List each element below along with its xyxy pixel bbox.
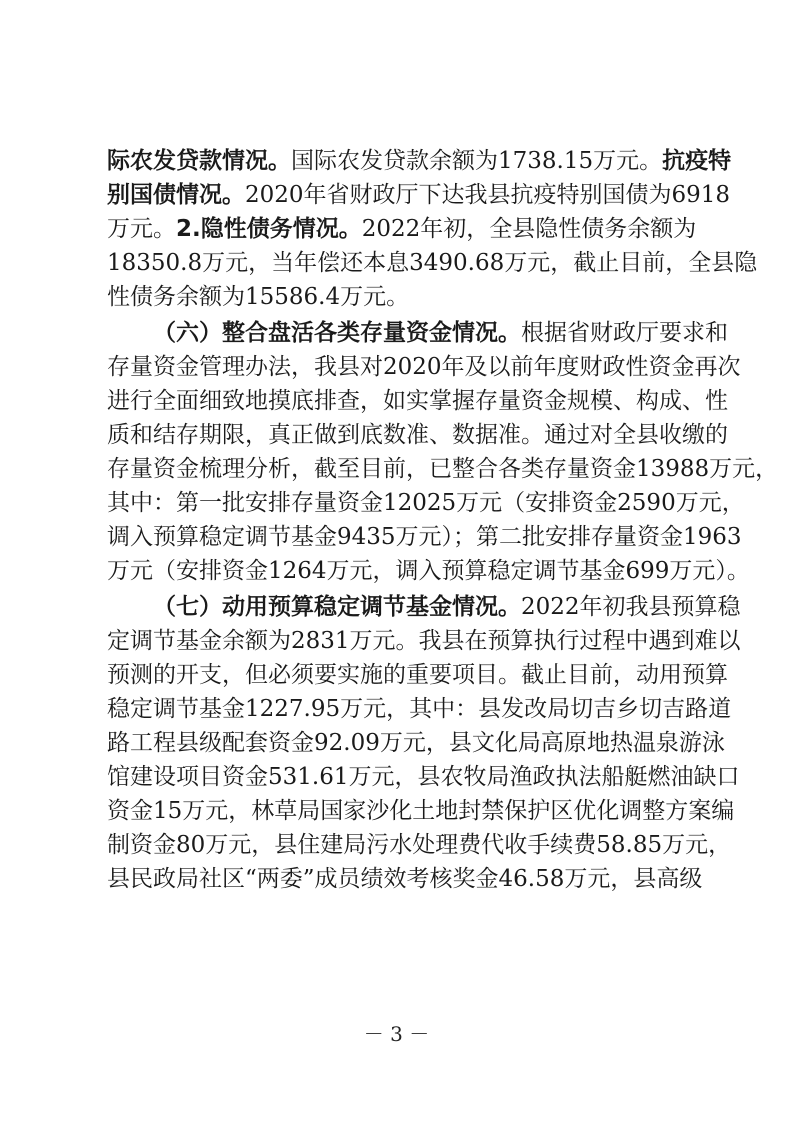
text-run: 2022年初我县预算稳 (521, 594, 741, 620)
text-line: 稳定调节基金1227.95万元，其中：县发改局切吉乡切吉路道 (107, 696, 732, 722)
text-line: 存量资金梳理分析，截至目前，已整合各类存量资金13988万元， (107, 456, 779, 482)
paragraph-debt (107, 144, 758, 314)
text-line (107, 316, 728, 350)
text-line: 其中：第一批安排存量资金12025万元（安排资金2590万元， (107, 490, 745, 516)
text-line: 定调节基金余额为2831万元。我县在预算执行过程中遇到难以 (107, 628, 741, 654)
bold-heading: 际农发贷款情况。 (107, 148, 291, 174)
text-line (107, 144, 732, 178)
paragraph-stabilization-fund (107, 590, 741, 896)
text-line: 馆建设项目资金531.61万元，县农牧局渔政执法船艇燃油缺口 (107, 764, 740, 790)
bold-heading: 抗疫特 (662, 148, 732, 174)
page-number: － 3 － (363, 1022, 430, 1046)
text-run: 2022年初，全县隐性债务余额为 (361, 216, 697, 242)
text-line: 质和结存期限，真正做到底数准、数据准。通过对全县收缴的 (107, 422, 728, 448)
section-heading: （六）整合盘活各类存量资金情况。 (153, 320, 521, 346)
text-line (107, 590, 741, 624)
section-heading: （七）动用预算稳定调节基金情况。 (153, 594, 521, 620)
text-line: 调入预算稳定调节基金9435万元）；第二批安排存量资金1963 (107, 524, 742, 550)
text-line (107, 178, 731, 212)
text-line (107, 212, 697, 246)
bold-heading: 2.隐性债务情况。 (176, 216, 362, 242)
bold-heading: 别国债情况。 (107, 182, 245, 208)
text-line: 万元（安排资金1264万元，调入预算稳定调节基金699万元）。 (107, 558, 750, 584)
text-line: 存量资金管理办法，我县对2020年及以前年度财政性资金再次 (107, 354, 741, 380)
text-run: 国际农发贷款余额为1738.15万元。 (291, 148, 663, 174)
text-line: 县民政局社区“两委”成员绩效考核奖金46.58万元，县高级 (107, 866, 703, 892)
document-body (107, 144, 779, 896)
text-line: 资金15万元，林草局国家沙化土地封禁保护区优化调整方案编 (107, 798, 735, 824)
text-run: 根据省财政厅要求和 (521, 320, 728, 346)
text-line: 18350.8万元，当年偿还本息3490.68万元，截止目前，全县隐 (107, 250, 758, 276)
text-line: 路工程县级配套资金92.09万元，县文化局高原地热温泉游泳 (107, 730, 725, 756)
text-line: 性债务余额为15586.4万元。 (107, 284, 410, 310)
text-line: 制资金80万元，县住建局污水处理费代收手续费58.85万元， (107, 832, 732, 858)
text-line: 进行全面细致地摸底排查，如实掌握存量资金规模、构成、性 (107, 388, 728, 414)
text-run: 万元。 (107, 216, 176, 242)
text-run: 2020年省财政厅下达我县抗疫特别国债为6918 (245, 182, 731, 208)
paragraph-stock-funds (107, 316, 779, 588)
text-line: 预测的开支，但必须要实施的重要项目。截止目前，动用预算 (107, 662, 728, 688)
